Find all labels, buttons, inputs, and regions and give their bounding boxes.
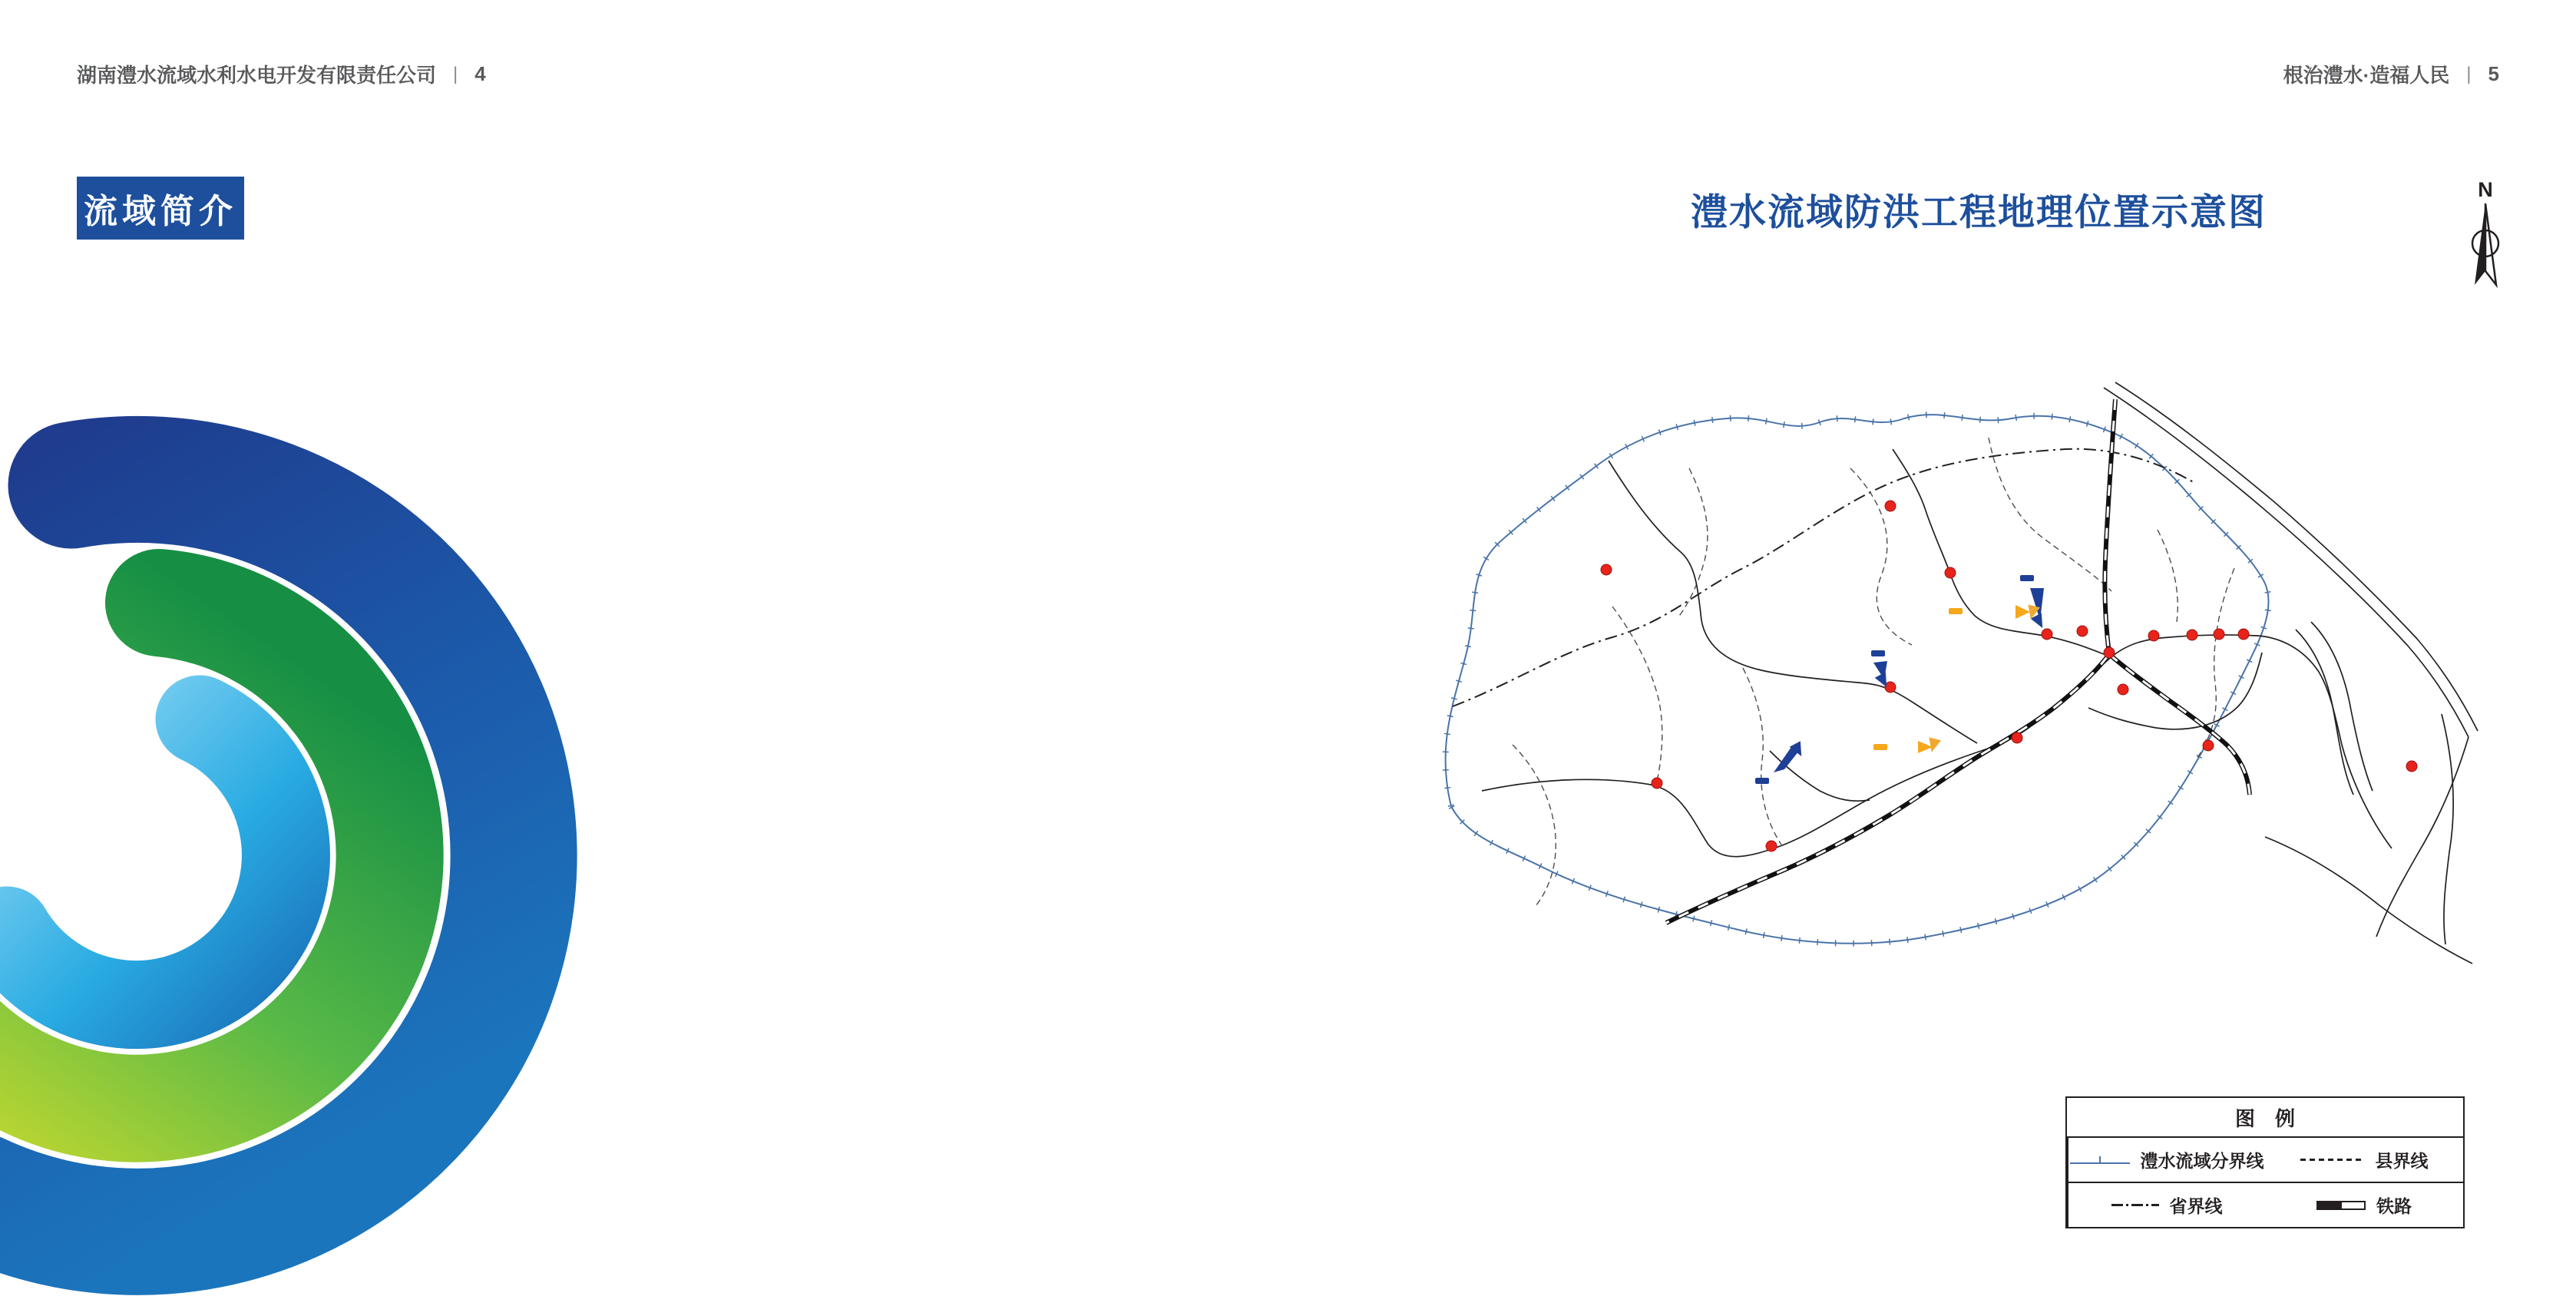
legend-item — [2067, 1138, 2265, 1183]
legend-symbol-icon — [2111, 1204, 2159, 1206]
company-logo — [0, 399, 599, 1306]
legend-title: 图例 — [2067, 1098, 2463, 1138]
slogan: 根治澧水·造福人民 — [2283, 64, 2450, 87]
legend-item-label: 县界线 — [2375, 1151, 2429, 1171]
body-text — [643, 427, 1318, 461]
compass-rose — [2461, 178, 2510, 299]
legend-item — [2265, 1183, 2463, 1227]
north-arrow-icon — [2461, 202, 2510, 296]
legend-symbol-icon — [2300, 1159, 2365, 1161]
flood-control-map — [1420, 376, 2541, 983]
map-callouts — [1420, 376, 2541, 983]
legend-symbol-icon — [2316, 1201, 2366, 1210]
legend-item-label: 省界线 — [2169, 1196, 2223, 1216]
legend-item-label: 澧水流域分界线 — [2140, 1151, 2264, 1171]
reservoir-callout — [1755, 778, 1769, 784]
north-label: N — [2478, 178, 2493, 201]
legend-item — [2265, 1138, 2463, 1183]
legend-item-label: 铁路 — [2376, 1196, 2412, 1216]
section-title: 流域简介 — [77, 177, 244, 240]
map-title: 澧水流域防洪工程地理位置示意图 — [1690, 192, 2267, 233]
page-number-left: 4 — [475, 62, 486, 85]
company-name: 湖南澧水流域水利水电开发有限责任公司 — [77, 64, 437, 87]
reservoir-callout — [1949, 608, 1963, 614]
legend-symbol-icon — [2070, 1155, 2130, 1165]
legend-items — [2067, 1138, 2463, 1227]
right-running-head — [2283, 60, 2499, 88]
legend-item — [2067, 1183, 2265, 1227]
reservoir-callout — [1873, 744, 1887, 750]
header-separator: | — [2466, 63, 2472, 84]
left-running-head — [77, 60, 486, 88]
page-number-right: 5 — [2488, 62, 2499, 85]
reservoir-callout — [2020, 575, 2034, 581]
reservoir-callout — [1871, 650, 1885, 656]
map-legend — [2065, 1096, 2465, 1228]
header-separator: | — [453, 63, 458, 84]
